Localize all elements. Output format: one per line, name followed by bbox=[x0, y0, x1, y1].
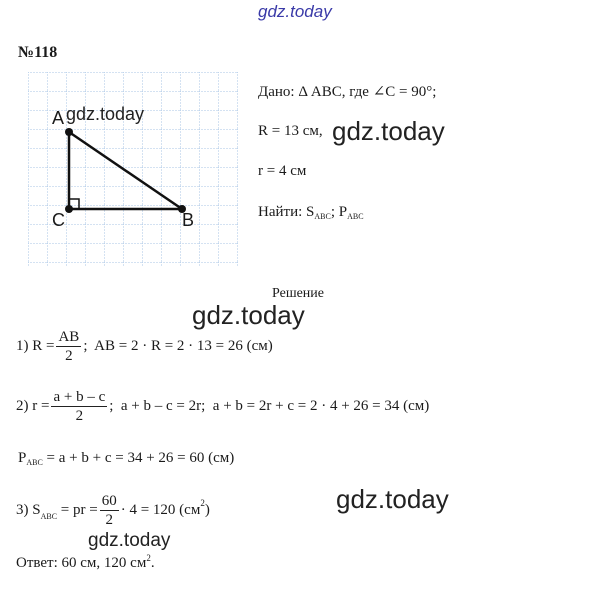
vertex-a-label: A bbox=[52, 108, 65, 128]
step-1-numerator: AB bbox=[58, 329, 80, 345]
solution-heading: Решение bbox=[272, 286, 325, 301]
step-2-fraction bbox=[51, 388, 107, 425]
step-2-numerator: a + b – c bbox=[53, 389, 106, 405]
watermark-top: gdz.today bbox=[258, 2, 332, 21]
step-1-rest: ; AB = 2 · R = 2 · 13 = 26 (см) bbox=[83, 338, 273, 354]
step-2-denominator: 2 bbox=[75, 408, 84, 424]
step-3-prefix: 3) S bbox=[16, 502, 41, 518]
watermark-solution: gdz.today bbox=[192, 300, 305, 330]
step-3-fraction bbox=[100, 492, 119, 529]
find-sub-1: ABC bbox=[314, 212, 331, 221]
step-3-denominator: 2 bbox=[105, 512, 113, 528]
step-3-sub: ABC bbox=[40, 512, 58, 521]
step-1 bbox=[16, 328, 273, 365]
step-2-rest: ; a + b – c = 2r; a + b = 2r + c = 2 · 4 + 26 = 34 (см) bbox=[109, 398, 430, 414]
perimeter-p: P bbox=[18, 450, 27, 466]
vertex-b-label: B bbox=[182, 210, 195, 230]
step-3-numerator: 60 bbox=[101, 493, 117, 509]
answer-line bbox=[16, 553, 155, 572]
step-3 bbox=[16, 492, 210, 529]
step-1-denominator: 2 bbox=[65, 348, 73, 364]
step-3-sup: 2 bbox=[200, 498, 205, 508]
answer-end: . bbox=[150, 555, 155, 571]
find-sep: ; P bbox=[330, 204, 348, 220]
step-3-rest: · 4 = 120 (см bbox=[120, 502, 201, 518]
grid-background bbox=[28, 72, 238, 267]
step-3-close: ) bbox=[204, 502, 210, 518]
step-2 bbox=[16, 388, 429, 425]
step-1-prefix: 1) R = bbox=[16, 338, 55, 354]
problem-number: №118 bbox=[18, 44, 58, 61]
given-line-1: Дано: Δ ABC, где ∠C = 90°; bbox=[258, 84, 437, 100]
watermark-figure: gdz.today bbox=[66, 104, 145, 124]
given-line-3: r = 4 см bbox=[258, 163, 307, 179]
find-sub-2: ABC bbox=[347, 212, 364, 221]
vertex-a-point bbox=[65, 128, 73, 136]
step-3-mid: = pr = bbox=[57, 502, 98, 518]
step-2-prefix: 2) r = bbox=[16, 398, 50, 414]
find-prefix: Найти: S bbox=[258, 204, 315, 220]
vertex-c-point bbox=[65, 205, 73, 213]
answer-sup: 2 bbox=[146, 553, 151, 563]
perimeter-line bbox=[18, 450, 234, 467]
triangle-figure bbox=[28, 72, 238, 267]
watermark-given: gdz.today bbox=[332, 116, 445, 146]
find-line bbox=[258, 204, 364, 221]
watermark-step3: gdz.today bbox=[336, 484, 449, 514]
perimeter-sub: ABC bbox=[26, 458, 43, 467]
step-1-fraction bbox=[56, 328, 81, 365]
vertex-c-label: C bbox=[52, 210, 65, 230]
watermark-answer: gdz.today bbox=[88, 530, 171, 551]
perimeter-rest: = a + b + c = 34 + 26 = 60 (см) bbox=[42, 450, 235, 466]
answer-text: Ответ: 60 см, 120 см bbox=[16, 555, 147, 571]
given-line-2: R = 13 см, bbox=[258, 123, 323, 139]
